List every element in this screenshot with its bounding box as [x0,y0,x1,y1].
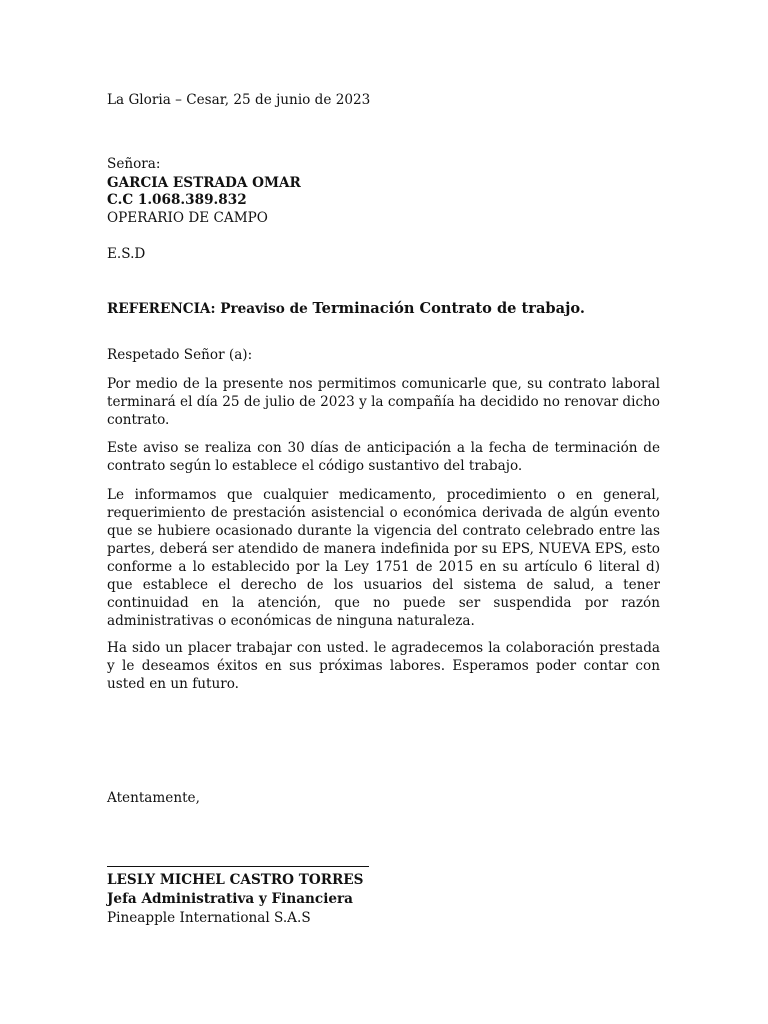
greeting: Respetado Señor (a): [107,347,253,363]
salutation-title: Señora: [107,156,161,172]
paragraph: Por medio de la presente nos permitimos comunicarle que, su contrato laboral terminará el día 25 de julio de 2023 y la compañía ha decidido no renovar dicho contrato. [107,376,660,428]
recipient-role: OPERARIO DE CAMPO [107,210,268,226]
recipient-name: GARCIA ESTRADA OMAR [107,175,301,191]
paragraph: Le informamos que cualquier medicamento, procedimiento o en general, requerimiento de prestación asistencial o económica derivada de algún evento que se hubiere ocasionado durante la vigencia del contrato celebrado entre las partes, deberá ser atendido de manera indefinida por su EPS, NUEVA EPS, esto conforme a lo establecido por la Ley 1751 de 2015 en su artículo 6 literal d) que establece el derecho de los usuarios del sistema de salud, a tener continuidad en la atención, que no puede ser suspendida por razón administrativas o económicas de ninguna naturaleza. [107,487,660,629]
reference-subject: Terminación Contrato de trabajo. [312,300,585,317]
signer-name: LESLY MICHEL CASTRO TORRES [107,872,364,888]
paragraph: Ha sido un placer trabajar con usted. le agradecemos la colaboración prestada y le deseamos éxitos en sus próximas labores. Esperamos poder contar con usted en un futuro. [107,640,660,692]
signer-company: Pineapple International S.A.S [107,910,311,926]
recipient-id: C.C 1.068.389.832 [107,192,247,208]
signature-line [107,866,369,867]
paragraph: Este aviso se realiza con 30 días de anticipación a la fecha de terminación de contrato según lo establece el código sustantivo del trabajo. [107,440,660,474]
signer-title: Jefa Administrativa y Financiera [107,891,353,907]
closing: Atentamente, [107,790,200,806]
esd-line: E.S.D [107,246,146,262]
place-date: La Gloria – Cesar, 25 de junio de 2023 [107,92,371,108]
reference-line [107,300,585,318]
reference-label: REFERENCIA: Preaviso de [107,301,313,317]
